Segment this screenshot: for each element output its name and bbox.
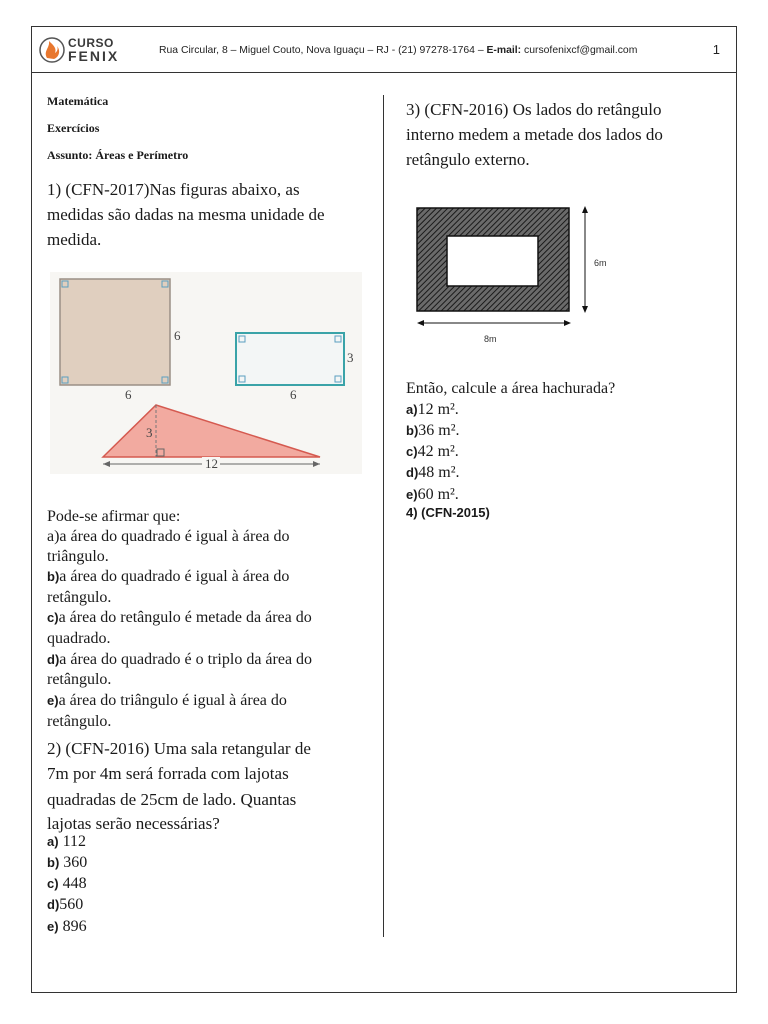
triangle-height-label: 3	[146, 425, 153, 440]
q1-option-c-text: a área do retângulo é metade da área do	[58, 609, 312, 626]
address-text: Rua Circular, 8 – Miguel Couto, Nova Iguaçu – RJ - (21) 97278-1764 –	[159, 45, 487, 56]
type-label: Exercícios	[47, 121, 100, 135]
q1-prompt: Pode-se afirmar que:	[47, 508, 181, 525]
q4-title: 4) (CFN-2015)	[406, 505, 490, 520]
q3-option-b	[406, 421, 460, 441]
subject-label: Matemática	[47, 94, 109, 108]
q1-option-a-line2: triângulo.	[47, 548, 109, 565]
q1-line1: 1) (CFN-2017)Nas figuras abaixo, as	[47, 180, 300, 199]
q3-line1: 3) (CFN-2016) Os lados do retângulo	[406, 100, 662, 119]
q2-line2: 7m por 4m será forrada com lajotas	[47, 764, 289, 783]
q2-line3: quadradas de 25cm de lado. Quantas	[47, 790, 297, 809]
logo-text-fenix: FENIX	[68, 48, 120, 64]
q3-option-c	[406, 442, 459, 462]
q2-option-d-letter: d)	[47, 897, 60, 912]
q2-option-b	[47, 853, 87, 873]
square-bottom-label: 6	[125, 387, 132, 402]
height-label: 6m	[594, 258, 607, 268]
logo-text-curso: CURSO	[68, 36, 114, 50]
q1-option-d-line2: retângulo.	[47, 671, 112, 688]
q2-option-e-text: 896	[62, 918, 87, 935]
q1-option-b-line2: retângulo.	[47, 589, 112, 606]
curso-fenix-logo	[38, 36, 130, 64]
q2-option-a-letter: a)	[47, 834, 59, 849]
q1-option-e-letter: e)	[47, 693, 59, 708]
q3-option-a-text: 12 m².	[417, 401, 459, 418]
q3-option-e-text: 60 m².	[417, 486, 459, 503]
q1-option-c-letter: c)	[47, 610, 59, 625]
q1-option-b-text: a área do quadrado é igual à área do	[59, 568, 290, 585]
email-text: cursofenixcf@gmail.com	[521, 45, 638, 56]
q2-option-d	[47, 895, 83, 915]
q1-option-c-line2: quadrado.	[47, 630, 111, 647]
q1-option-e-line2: retângulo.	[47, 713, 112, 730]
rectangle-height-label: 3	[347, 350, 354, 365]
q1-option-b-line1	[47, 567, 289, 587]
q3-line3: retângulo externo.	[406, 150, 530, 169]
email-label: E-mail:	[486, 45, 522, 56]
q3-option-d	[406, 463, 460, 483]
q1-option-e-line1	[47, 691, 287, 711]
q3-option-e-letter: e)	[406, 487, 418, 502]
q2-option-c	[47, 874, 87, 894]
q2-option-d-text: 560	[59, 896, 84, 913]
q3-option-b-text: 36 m².	[418, 422, 460, 439]
q1-option-d-line1	[47, 650, 312, 670]
column-divider	[383, 95, 384, 937]
square-side-label: 6	[174, 328, 181, 343]
q1-option-c-line1	[47, 608, 312, 628]
inner-rectangle	[447, 236, 538, 286]
q3-option-a-letter: a)	[406, 402, 418, 417]
triangle-base-label: 12	[205, 456, 218, 471]
q3-option-d-letter: d)	[406, 465, 419, 480]
rectangle-bottom-label: 6	[290, 387, 297, 402]
q2-option-e	[47, 917, 87, 937]
q2-option-a	[47, 832, 86, 852]
q3-option-b-letter: b)	[406, 423, 419, 438]
q1-line2: medidas são dadas na mesma unidade de	[47, 205, 325, 224]
q3-line2: interno medem a metade dos lados do	[406, 125, 663, 144]
page-number: 1	[712, 42, 720, 57]
q2-line4: lajotas serão necessárias?	[47, 814, 220, 833]
q3-option-d-text: 48 m².	[418, 464, 460, 481]
q2-line1: 2) (CFN-2016) Uma sala retangular de	[47, 739, 311, 758]
width-label: 8m	[484, 334, 497, 344]
q2-option-c-text: 448	[62, 875, 87, 892]
q3-figure	[410, 200, 630, 350]
topic-label: Assunto: Áreas e Perímetro	[47, 148, 189, 162]
q2-option-b-letter: b)	[47, 855, 60, 870]
q3-option-c-text: 42 m².	[417, 443, 459, 460]
q3-prompt: Então, calcule a área hachurada?	[406, 380, 616, 397]
flame-icon	[38, 36, 66, 64]
q3-option-c-letter: c)	[406, 444, 418, 459]
page-header	[32, 27, 736, 73]
square-shape	[60, 279, 170, 385]
q3-option-a	[406, 400, 459, 420]
rectangle-shape	[236, 333, 344, 385]
header-address	[159, 45, 637, 56]
q3-option-e	[406, 485, 459, 505]
q1-option-d-text: a área do quadrado é o triplo da área do	[59, 651, 313, 668]
q1-option-e-text: a área do triângulo é igual à área do	[58, 692, 287, 709]
q2-option-b-text: 360	[63, 854, 88, 871]
q2-option-c-letter: c)	[47, 876, 59, 891]
q1-option-d-letter: d)	[47, 652, 60, 667]
q1-line3: medida.	[47, 230, 102, 249]
q2-option-a-text: 112	[62, 833, 86, 850]
q1-option-b-letter: b)	[47, 569, 60, 584]
q1-figures	[50, 272, 362, 474]
q1-option-a-line1: a)a área do quadrado é igual à área do	[47, 528, 290, 545]
q2-option-e-letter: e)	[47, 919, 59, 934]
